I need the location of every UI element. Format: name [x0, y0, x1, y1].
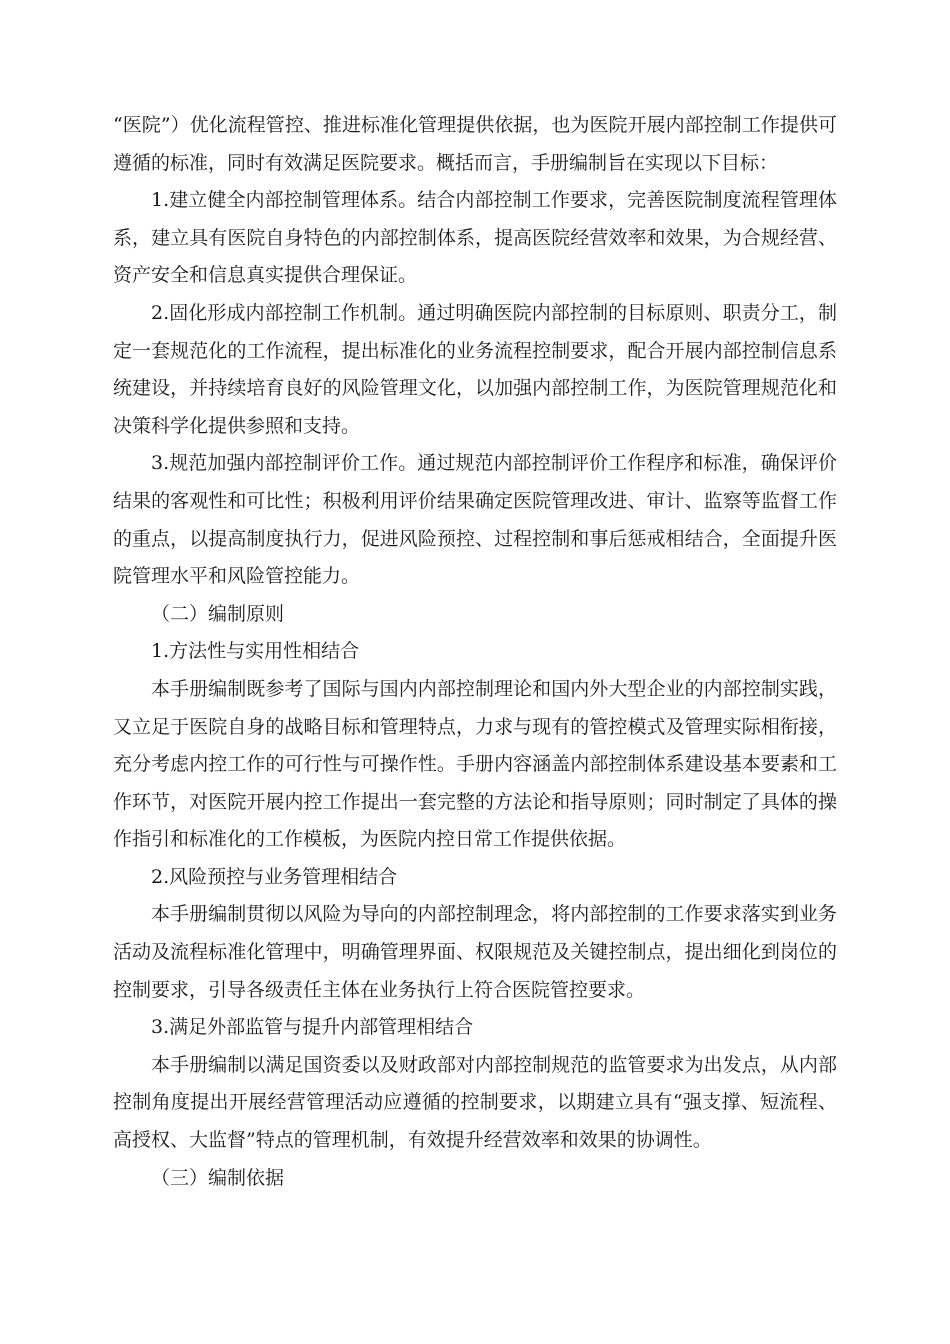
principle-1-paragraph: 本手册编制既参考了国际与国内内部控制理论和国内外大型企业的内部控制实践，又立足于医院自身的战略目标和管理特点，力求与现有的管控模式及管理实际相衔接，充分考虑内控工作的可行性与可操作性。手册内容涵盖内部控制体系建设基本要素和工作环节，对医院开展内控工作提出一套完整的方法论和指导原则；同时制定了具体的操作指引和标准化的工作模板，为医院内控日常工作提供依据。 [113, 677, 837, 851]
section-heading-basis: （三）编制依据 [151, 1166, 285, 1189]
principle-2-paragraph: 本手册编制贯彻以风险为导向的内部控制理念，将内部控制的工作要求落实到业务活动及流程标准化管理中，明确管理界面、权限规范及关键控制点，提出细化到岗位的控制要求，引导各级责任主体在业务执行上符合医院管控要求。 [113, 903, 837, 1001]
principle-3-heading: 3.满足外部监管与提升内部管理相结合 [151, 1016, 474, 1039]
goal-3-paragraph: 3.规范加强内部控制评价工作。通过规范内部控制评价工作程序和标准，确保评价结果的客观性和可比性；积极利用评价结果确定医院管理改进、审计、监察等监督工作的重点，以提高制度执行力，促进风险预控、过程控制和事后惩戒相结合，全面提升医院管理水平和风险管控能力。 [113, 452, 837, 588]
section-heading-principles: （二）编制原则 [151, 602, 285, 625]
principle-1-heading: 1.方法性与实用性相结合 [151, 640, 360, 663]
principle-2-heading: 2.风险预控与业务管理相结合 [151, 865, 398, 888]
goal-1-paragraph: 1.建立健全内部控制管理体系。结合内部控制工作要求，完善医院制度流程管理体系，建立具有医院自身特色的内部控制体系，提高医院经营效率和效果，为合规经营、资产安全和信息真实提供合理保证。 [113, 189, 837, 287]
goal-2-paragraph: 2.固化形成内部控制工作机制。通过明确医院内部控制的目标原则、职责分工，制定一套规范化的工作流程，提出标准化的业务流程控制要求，配合开展内部控制信息系统建设，并持续培育良好的风险管理文化，以加强内部控制工作，为医院管理规范化和决策科学化提供参照和支持。 [113, 301, 837, 437]
intro-continued-paragraph: “医院”）优化流程管控、推进标准化管理提供依据，也为医院开展内部控制工作提供可遵循的标准，同时有效满足医院要求。概括而言，手册编制旨在实现以下目标： [113, 114, 837, 174]
document-body [113, 107, 837, 1197]
principle-3-paragraph: 本手册编制以满足国资委以及财政部对内部控制规范的监管要求为出发点，从内部控制角度提出开展经营管理活动应遵循的控制要求，以期建立具有“强支撑、短流程、高授权、大监督”特点的管理机制，有效提升经营效率和效果的协调性。 [113, 1053, 837, 1152]
